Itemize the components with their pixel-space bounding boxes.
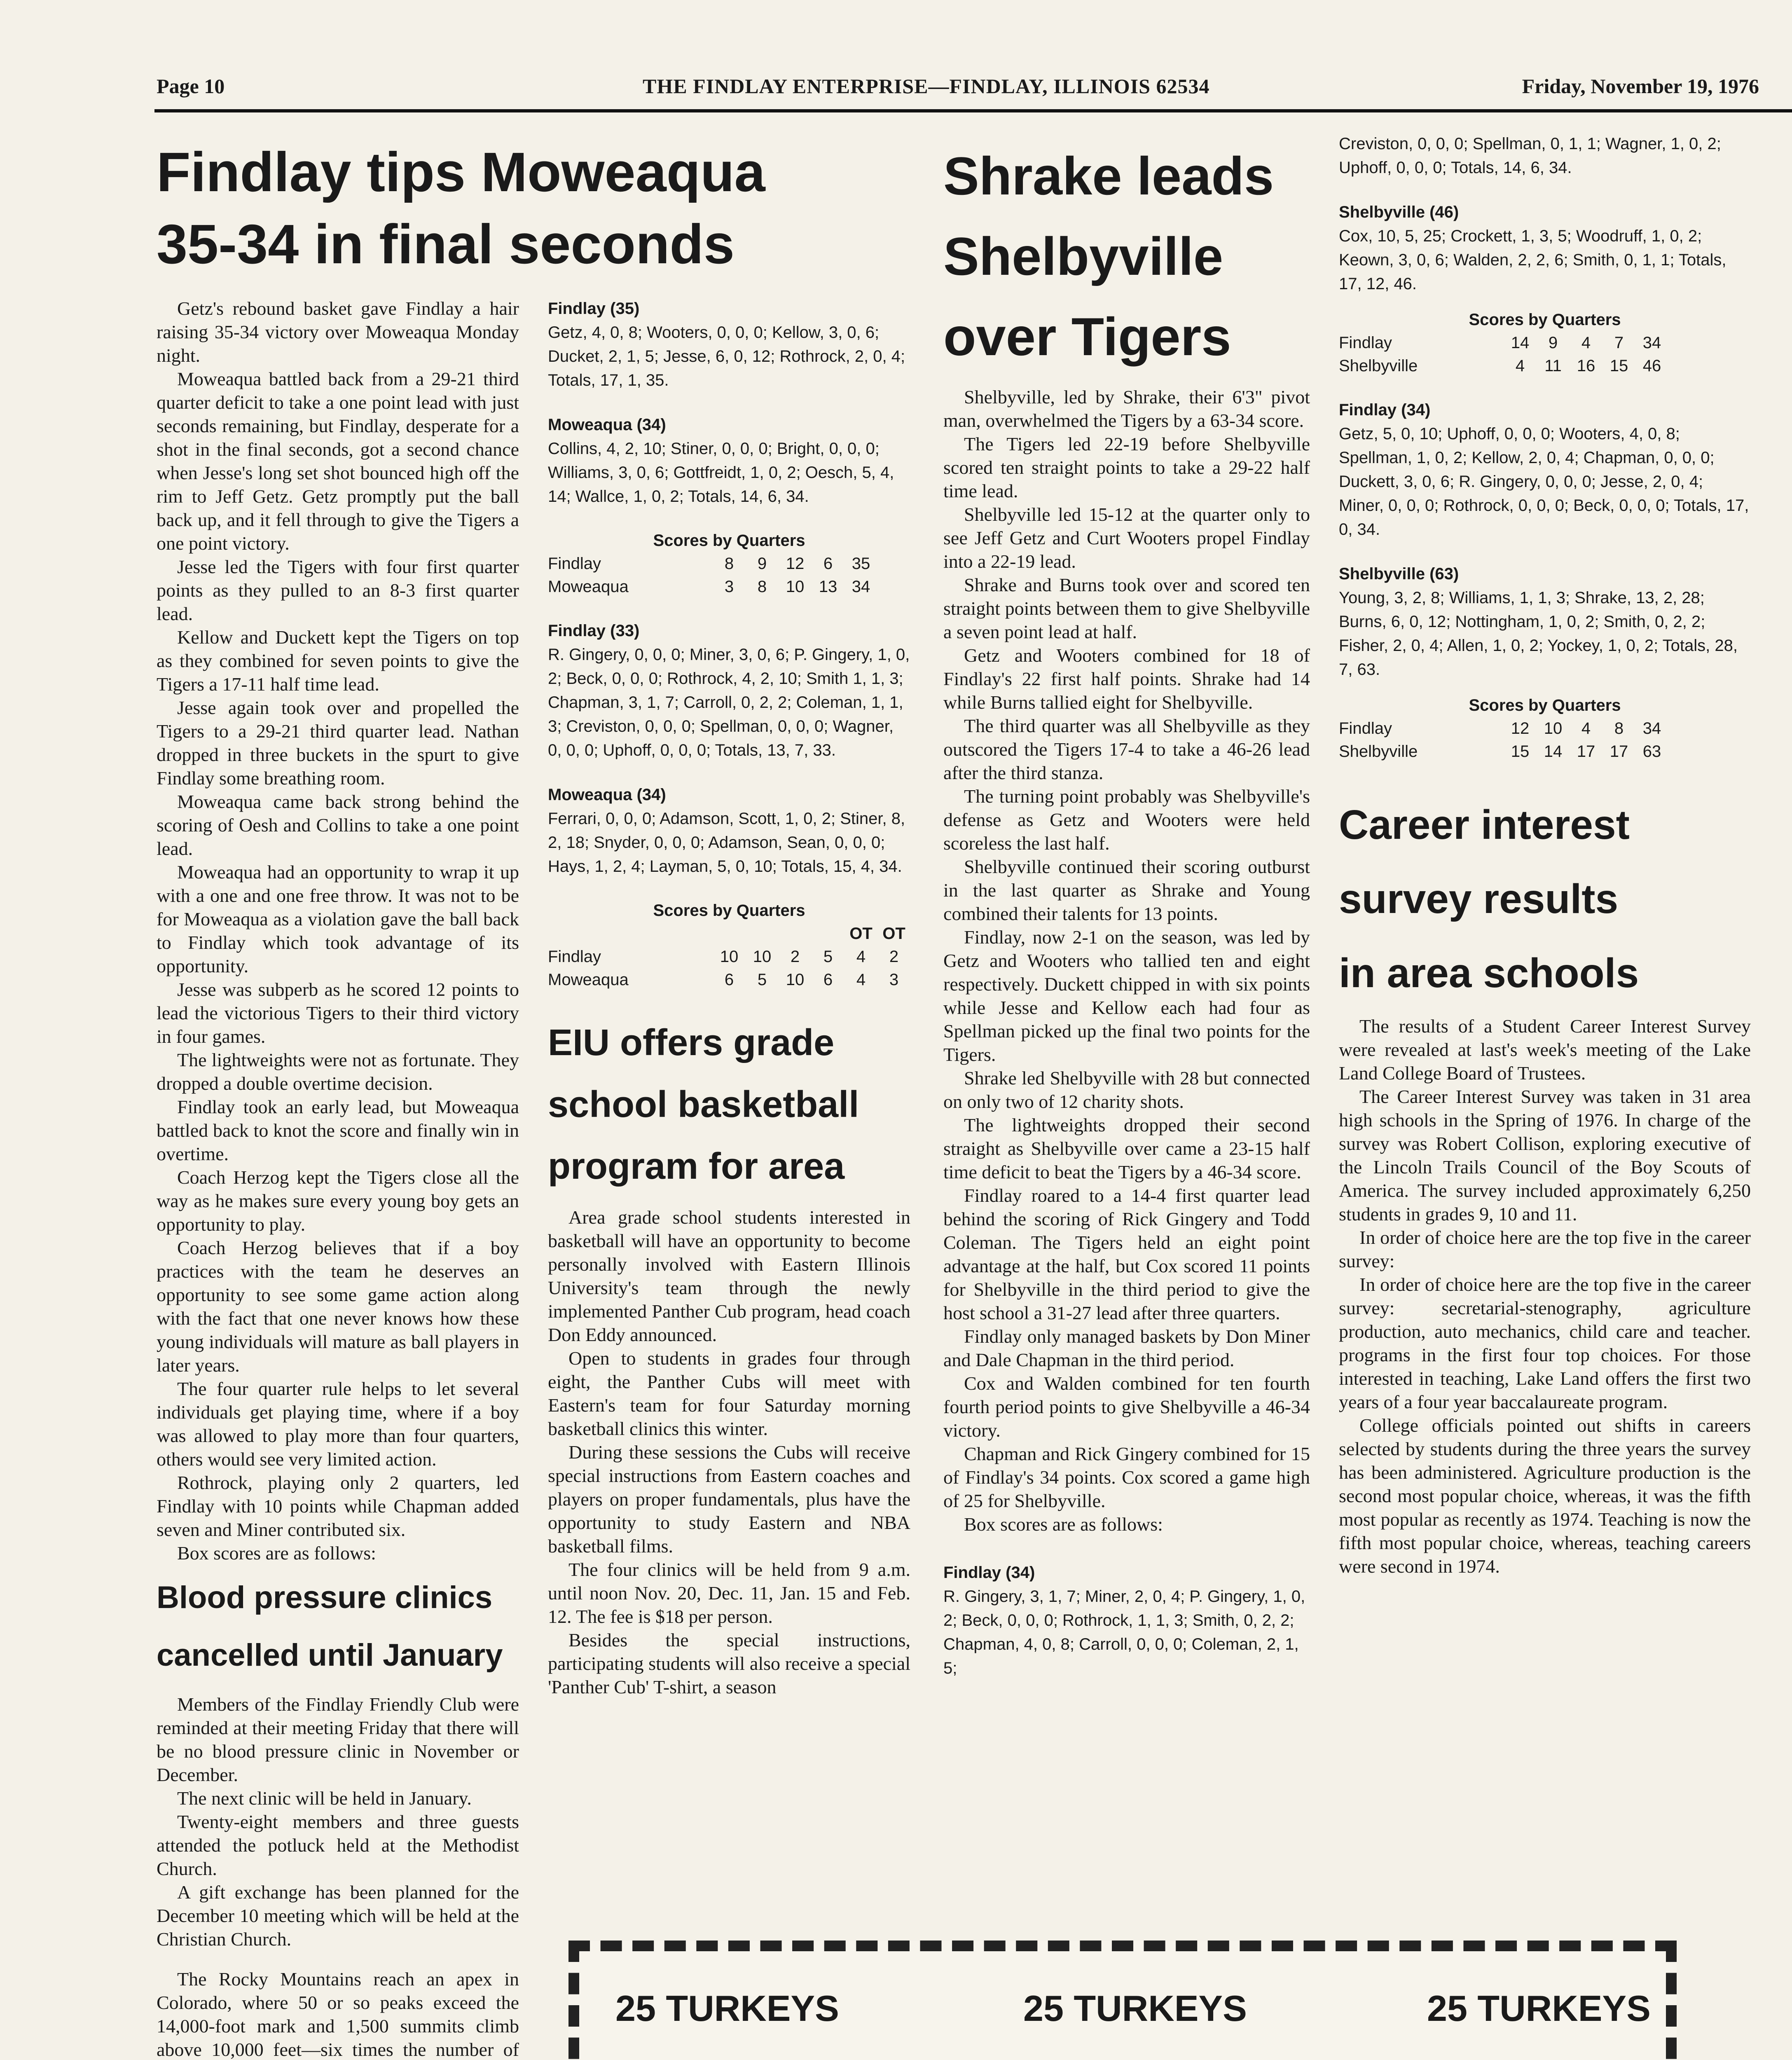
quarter-score: 16 — [1577, 357, 1595, 375]
paragraph: The Tigers led 22-19 before Shelbyville scored ten straight points to take a 29-22 half time lead. — [943, 433, 1310, 501]
quarters-row — [1339, 717, 1751, 740]
column-1 — [157, 297, 519, 2060]
turkeys-label: 25 TURKEYS — [1023, 1988, 1247, 2029]
quarters-title: Scores by Quarters — [1469, 311, 1621, 329]
column-3 — [943, 136, 1310, 1701]
masthead: THE FINDLAY ENTERPRISE—FINDLAY, ILLINOIS 62534 — [643, 75, 1210, 98]
box-team: Findlay (34) — [943, 1564, 1035, 1582]
box-line: Creviston, 0, 0, 0; Spellman, 0, 1, 1; Wagner, 1, 0, 2; Uphoff, 0, 0, 0; Totals, 14, 6, 34. — [1339, 135, 1721, 177]
lions-turkey-party-ad — [568, 1941, 1677, 2060]
quarter-score: 15 — [1610, 357, 1628, 375]
paragraph: In order of choice here are the top five in the career survey: — [1339, 1227, 1751, 1271]
quarters-title: Scores by Quarters — [653, 901, 805, 920]
blood-headline-line2: cancelled until January — [157, 1638, 503, 1673]
story1-body — [157, 297, 519, 1565]
paragraph: Coach Herzog kept the Tigers close all the way as he makes sure every young boy gets an opportunity to play. — [157, 1167, 519, 1235]
column-2 — [548, 297, 910, 1699]
turkeys-label: 25 TURKEYS — [1427, 1988, 1651, 2029]
quarter-score: 3 — [889, 971, 899, 989]
paragraph: Box scores are as follows: — [964, 1514, 1163, 1535]
story2-headline-line1: Shrake leads — [943, 146, 1274, 206]
quarter-score: 14 — [1511, 334, 1530, 352]
overtime-header: OT — [882, 925, 905, 943]
paragraph: Jesse led the Tigers with four first quarter points as they pulled to an 8-3 first quarter lead. — [157, 556, 519, 624]
box-line: Collins, 4, 2, 10; Stiner, 0, 0, 0; Bright, 0, 0, 0; Williams, 3, 0, 6; Gottfreidt, 1, 0, 2; Oesch, 5, 4, 14; Wallce, 1, 0, 2; Totals, 14, 6, 34. — [548, 440, 894, 506]
eiu-headline-line3: program for area — [548, 1146, 845, 1187]
paragraph: Shrake and Burns took over and scored ten straight points between them to give Shelbyville a seven point lead at half. — [943, 574, 1310, 642]
paragraph: Kellow and Duckett kept the Tigers on top as they combined for seven points to give the Tigers a 17-11 half time lead. — [157, 627, 519, 695]
quarter-score: 9 — [1548, 334, 1558, 352]
blood-body — [157, 1692, 519, 1951]
eiu-headline-line1: EIU offers grade — [548, 1022, 835, 1063]
paragraph: During these sessions the Cubs will receive special instructions from Eastern coaches and players on proper fundamentals, plus have the opportunity to study Eastern and NBA basketball films. — [548, 1442, 910, 1557]
quarter-score: 34 — [1642, 334, 1661, 352]
rockies-filler: The Rocky Mountains reach an apex in Colorado, where 50 or so peaks exceed the 14,000-foot mark and 1,500 summits climb above 10,000 feet—six times the number of — [157, 1969, 519, 2060]
box-team: Findlay (34) — [1339, 401, 1431, 419]
paragraph: College officials pointed out shifts in careers selected by students during the three years the survey has been administered. Agriculture production is the second most popular choice, whereas, it was the fifth most popular as recently as 1974. Teaching is now the fifth most popular choice, whereas, teaching careers were second in 1974. — [1339, 1415, 1751, 1577]
quarters-team: Findlay — [548, 555, 601, 573]
quarter-score: 3 — [724, 578, 734, 596]
paragraph: The Career Interest Survey was taken in 31 area high schools in the Spring of 1976. In charge of the survey was Robert Collison, exploring executive of the Lincoln Trails Council of the Boy Scouts of America. The survey included approximately 6,250 students in grades 9, 10 and 11. — [1339, 1086, 1751, 1224]
quarter-score: 8 — [724, 555, 734, 573]
page-header — [157, 70, 1792, 103]
career-headline-line3: in area schools — [1339, 950, 1639, 996]
quarter-score: 8 — [757, 578, 767, 596]
quarters-title: Scores by Quarters — [653, 531, 805, 550]
box-team: Shelbyville (46) — [1339, 203, 1459, 221]
paragraph: The four clinics will be held from 9 a.m. until noon Nov. 20, Dec. 11, Jan. 15 and Feb. 12. The fee is $18 per person. — [548, 1559, 910, 1627]
quarter-score: 34 — [1642, 719, 1661, 737]
eiu-headline-line2: school basketball — [548, 1084, 859, 1125]
quarters-team: Shelbyville — [1339, 357, 1418, 375]
ad-inner — [591, 1963, 1654, 2060]
paragraph: The next clinic will be held in January. — [177, 1788, 472, 1809]
box-team: Moweaqua (34) — [548, 416, 666, 434]
paragraph: Coach Herzog believes that if a boy practices with the team he deserves an opportunity to see some game action along with the fact that one never knows how these young individuals will mature as ball players in later years. — [157, 1237, 519, 1376]
quarter-score: 63 — [1642, 742, 1661, 761]
paragraph: Findlay only managed baskets by Don Miner and Dale Chapman in the third period. — [943, 1326, 1310, 1370]
career-body — [1339, 1014, 1751, 1578]
quarter-score: 8 — [1614, 719, 1624, 737]
quarter-score: 4 — [1515, 357, 1525, 375]
quarters-row — [548, 575, 910, 598]
quarter-score: 11 — [1544, 357, 1562, 375]
box-team: Findlay (33) — [548, 622, 640, 640]
quarter-score: 14 — [1544, 742, 1563, 761]
paragraph: Moweaqua came back strong behind the scoring of Oesh and Collins to take a one point lead. — [157, 791, 519, 859]
box-line: Getz, 5, 0, 10; Uphoff, 0, 0, 0; Wooters, 4, 0, 8; Spellman, 1, 0, 2; Kellow, 2, 0, 4; Chapman, 0, 0, 0; Duckett, 3, 0, 6; R. Gingery, 0, 0, 0; Jesse, 2, 0, 4; Miner, 0, 0, 0; Rothrock, 0, 0, 0; Beck, 0, 0, 0; Totals, 17, 0, 34. — [1339, 425, 1749, 538]
paragraph: Moweaqua battled back from a 29-21 third quarter deficit to take a one point lead with just seconds remaining, but Findlay, desperate for a shot in the final seconds, got a second chance when Jesse's long set shot bounced high off the rim to Jeff Getz. Getz promptly put the ball back up, and it fell through to give the Tigers a one point victory. — [157, 368, 519, 554]
quarters-team: Shelbyville — [1339, 742, 1418, 761]
box-line: Cox, 10, 5, 25; Crockett, 1, 3, 5; Woodruff, 1, 0, 2; Keown, 3, 0, 6; Walden, 2, 2, 6; Smith, 0, 1, 1; Totals, 17, 12, 46. — [1339, 227, 1726, 293]
paragraph: Members of the Findlay Friendly Club were reminded at their meeting Friday that there will be no blood pressure clinic in November or December. — [157, 1694, 519, 1785]
quarter-score: 7 — [1614, 334, 1624, 352]
quarter-score: 5 — [757, 971, 767, 989]
quarters-team: Findlay — [1339, 334, 1392, 352]
career-headline-line1: Career interest — [1339, 802, 1630, 848]
paragraph: The four quarter rule helps to let several individuals get playing time, where if a boy was allowed to play more than four quarters, others would see very limited action. — [157, 1378, 519, 1470]
paragraph: Area grade school students interested in basketball will have an opportunity to become personally involved with Eastern Illinois University's team through the newly implemented Panther Cub program, head coach Don Eddy announced. — [548, 1207, 910, 1345]
quarter-score: 10 — [786, 578, 805, 596]
box-line: Getz, 4, 0, 8; Wooters, 0, 0, 0; Kellow, 3, 0, 6; Ducket, 2, 1, 5; Jesse, 6, 0, 12; Rothrock, 2, 0, 4; Totals, 17, 1, 35. — [548, 323, 905, 389]
box-team: Findlay (35) — [548, 300, 640, 318]
paragraph: Jesse again took over and propelled the Tigers to a 29-21 third quarter lead. Nathan dropped in three buckets in the spurt to give Findlay some breathing room. — [157, 697, 519, 789]
quarter-score: 17 — [1577, 742, 1595, 761]
quarter-score: 17 — [1610, 742, 1628, 761]
box-line: Ferrari, 0, 0, 0; Adamson, Scott, 1, 0, 2; Stiner, 8, 2, 18; Snyder, 0, 0, 0; Adamson, Sean, 0, 0, 0; Hays, 1, 2, 4; Layman, 5, 0, 10; Totals, 15, 4, 34. — [548, 810, 905, 876]
eiu-body — [548, 1206, 910, 1699]
quarter-score: 15 — [1511, 742, 1530, 761]
box-score-story2 — [943, 1561, 1310, 1680]
paragraph: The turning point probably was Shelbyville's defense as Getz and Wooters were held scoreless the last half. — [943, 786, 1310, 854]
quarters-row — [1339, 740, 1751, 763]
quarters-team: Moweaqua — [548, 971, 629, 989]
story1-headline-line2: 35-34 in final seconds — [157, 213, 735, 275]
career-headline-line2: survey results — [1339, 876, 1619, 922]
box-score-lightweights-2 — [1339, 398, 1751, 681]
quarters-team: Findlay — [1339, 719, 1392, 737]
quarters-table — [1339, 694, 1751, 763]
quarters-title: Scores by Quarters — [1469, 696, 1621, 714]
quarter-score: 6 — [724, 971, 734, 989]
story2-headline-line3: over Tigers — [943, 307, 1231, 367]
quarters-table — [1339, 308, 1751, 377]
quarter-score: 4 — [856, 948, 866, 966]
paragraph: Findlay took an early lead, but Moweaqua battled back to knot the score and finally win in overtime. — [157, 1096, 519, 1164]
paragraph: Twenty-eight members and three guests attended the potluck held at the Methodist Church. — [157, 1811, 519, 1879]
paragraph: Getz and Wooters combined for 18 of Findlay's 22 first half points. Shrake had 14 while Burns tallied eight for Shelbyville. — [943, 645, 1310, 713]
quarter-score: 12 — [1511, 719, 1530, 737]
quarter-score: 10 — [1544, 719, 1563, 737]
paragraph: Open to students in grades four through eight, the Panther Cubs will meet with Eastern's team for four Saturday morning basketball clinics this winter. — [548, 1348, 910, 1439]
quarter-score: 35 — [852, 555, 870, 573]
quarter-score: 6 — [823, 971, 833, 989]
issue-date: Friday, November 19, 1976 — [1522, 75, 1759, 98]
quarter-score: 5 — [823, 948, 833, 966]
turkeys-label: 25 TURKEYS — [615, 1988, 839, 2029]
story1-headline-line1: Findlay tips Moweaqua — [157, 141, 765, 203]
quarter-score: 10 — [720, 948, 739, 966]
paragraph: In order of choice here are the top five in the career survey: secretarial-stenography, agriculture production, auto mechanics, child care and teacher. programs in the first four top choices. For those interested in teaching, Lake Land offers the first two years of a four year baccalaureate program. — [1339, 1274, 1751, 1412]
paragraph: The third quarter was all Shelbyville as they outscored the Tigers 17-4 to take a 46-26 lead after the third stanza. — [943, 715, 1310, 783]
quarters-row — [548, 945, 910, 968]
quarters-header-row — [548, 922, 910, 945]
paragraph: Shrake led Shelbyville with 28 but connected on only two of 12 charity shots. — [943, 1067, 1310, 1112]
paragraph: Shelbyville continued their scoring outburst in the last quarter as Shrake and Young combined their talents for 13 points. — [943, 856, 1310, 924]
paragraph: Findlay roared to a 14-4 first quarter lead behind the scoring of Rick Gingery and Todd Coleman. The Tigers held an eight point advantage at the half, but Cox scored 11 points for Shelbyville in the third period to give the host school a 31-27 lead after three quarters. — [943, 1185, 1310, 1323]
paragraph: Moweaqua had an opportunity to wrap it up with a one and one free throw. It was not to be for Moweaqua as a violation gave the ball back to Findlay which took advantage of its opportunity. — [157, 861, 519, 976]
quarter-score: 10 — [753, 948, 772, 966]
box-score-varsity — [548, 297, 910, 508]
paragraph: The lightweights dropped their second straight as Shelbyville over came a 23-15 half time deficit to beat the Tigers by a 46-34 score. — [943, 1114, 1310, 1182]
quarter-score: 4 — [856, 971, 866, 989]
box-line: R. Gingery, 3, 1, 7; Miner, 2, 0, 4; P. Gingery, 1, 0, 2; Beck, 0, 0, 0; Rothrock, 1, 1, 3; Smith, 0, 2, 2; Chapman, 4, 0, 8; Carroll, 0, 0, 0; Coleman, 2, 1, 5; — [943, 1587, 1305, 1677]
box-score-continued — [1339, 132, 1751, 296]
quarter-score: 2 — [889, 948, 899, 966]
quarters-row — [548, 968, 910, 991]
quarters-row — [1339, 354, 1751, 377]
paragraph: Box scores are as follows: — [177, 1543, 376, 1564]
quarters-table — [548, 529, 910, 598]
box-line: R. Gingery, 0, 0, 0; Miner, 3, 0, 6; P. Gingery, 1, 0, 2; Beck, 0, 0, 0; Rothrock, 4, 2, 10; Smith 1, 1, 3; Chapman, 3, 1, 7; Carroll, 0, 2, 2; Coleman, 1, 1, 3; Creviston, 0, 0, 0; Spellman, 0, 0, 0; Wagner, 0, 0, 0; Uphoff, 0, 0, 0; Totals, 13, 7, 33. — [548, 646, 910, 759]
box-line: Young, 3, 2, 8; Williams, 1, 1, 3; Shrake, 13, 2, 28; Burns, 6, 0, 12; Nottingham, 1, 0, 2; Smith, 0, 2, 2; Fisher, 2, 0, 4; Allen, 1, 0, 2; Yockey, 1, 0, 2; Totals, 28, 7, 63. — [1339, 589, 1738, 679]
paragraph: Getz's rebound basket gave Findlay a hair raising 35-34 victory over Moweaqua Monday night. — [157, 298, 519, 366]
paragraph: Shelbyville led 15-12 at the quarter only to see Jeff Getz and Curt Wooters propel Findlay into a 22-19 lead. — [943, 504, 1310, 572]
header-rule — [154, 109, 1792, 112]
paragraph: Shelbyville, led by Shrake, their 6'3" pivot man, overwhelmed the Tigers by a 63-34 score. — [943, 386, 1310, 431]
page-number: Page 10 — [157, 75, 225, 98]
box-score-lightweights — [548, 619, 910, 878]
paragraph: Findlay, now 2-1 on the season, was led by Getz and Wooters who tallied ten and eight respectively. Duckett chipped in with six points while Jesse and Kellow each had four as Spellman picked up the final two points for the Tigers. — [943, 927, 1310, 1065]
box-team: Moweaqua (34) — [548, 786, 666, 804]
paragraph: Chapman and Rick Gingery combined for 15 of Findlay's 34 points. Cox scored a game high of 25 for Shelbyville. — [943, 1443, 1310, 1511]
story2-headline-line2: Shelbyville — [943, 226, 1224, 286]
quarter-score: 46 — [1642, 357, 1661, 375]
paragraph: Cox and Walden combined for ten fourth fourth period points to give Shelbyville a 46-34 victory. — [943, 1373, 1310, 1441]
paragraph: A gift exchange has been planned for the December 10 meeting which will be held at the Christian Church. — [157, 1882, 519, 1950]
quarter-score: 9 — [757, 555, 767, 573]
column-4 — [1339, 132, 1751, 1578]
quarters-table — [548, 899, 910, 991]
paragraph: Jesse was subperb as he scored 12 points to lead the victorious Tigers to their third victory in four games. — [157, 979, 519, 1047]
story2-body — [943, 385, 1310, 1536]
paragraph: Besides the special instructions, participating students will also receive a special 'Panther Cub' T-shirt, a season — [548, 1629, 910, 1697]
quarters-row — [1339, 331, 1751, 354]
quarter-score: 34 — [852, 578, 870, 596]
story1-headline — [157, 136, 939, 280]
quarter-score: 6 — [823, 555, 833, 573]
quarters-team: Findlay — [548, 948, 601, 966]
quarter-score: 4 — [1581, 334, 1591, 352]
quarter-score: 13 — [819, 578, 838, 596]
blood-headline-line1: Blood pressure clinics — [157, 1580, 493, 1615]
paragraph: The results of a Student Career Interest Survey were revealed at last's week's meeting of the Lake Land College Board of Trustees. — [1339, 1016, 1751, 1084]
quarter-score: 10 — [786, 971, 805, 989]
box-team: Shelbyville (63) — [1339, 565, 1459, 583]
overtime-header: OT — [849, 925, 873, 943]
quarter-score: 4 — [1581, 719, 1591, 737]
paragraph: Rothrock, playing only 2 quarters, led Findlay with 10 points while Chapman added seven and Miner contributed six. — [157, 1472, 519, 1540]
paragraph: The lightweights were not as fortunate. They dropped a double overtime decision. — [157, 1049, 519, 1094]
quarters-team: Moweaqua — [548, 578, 629, 596]
quarter-score: 12 — [786, 555, 805, 573]
quarters-row — [548, 552, 910, 575]
quarters-header-spacer — [548, 922, 845, 945]
quarter-score: 2 — [790, 948, 800, 966]
